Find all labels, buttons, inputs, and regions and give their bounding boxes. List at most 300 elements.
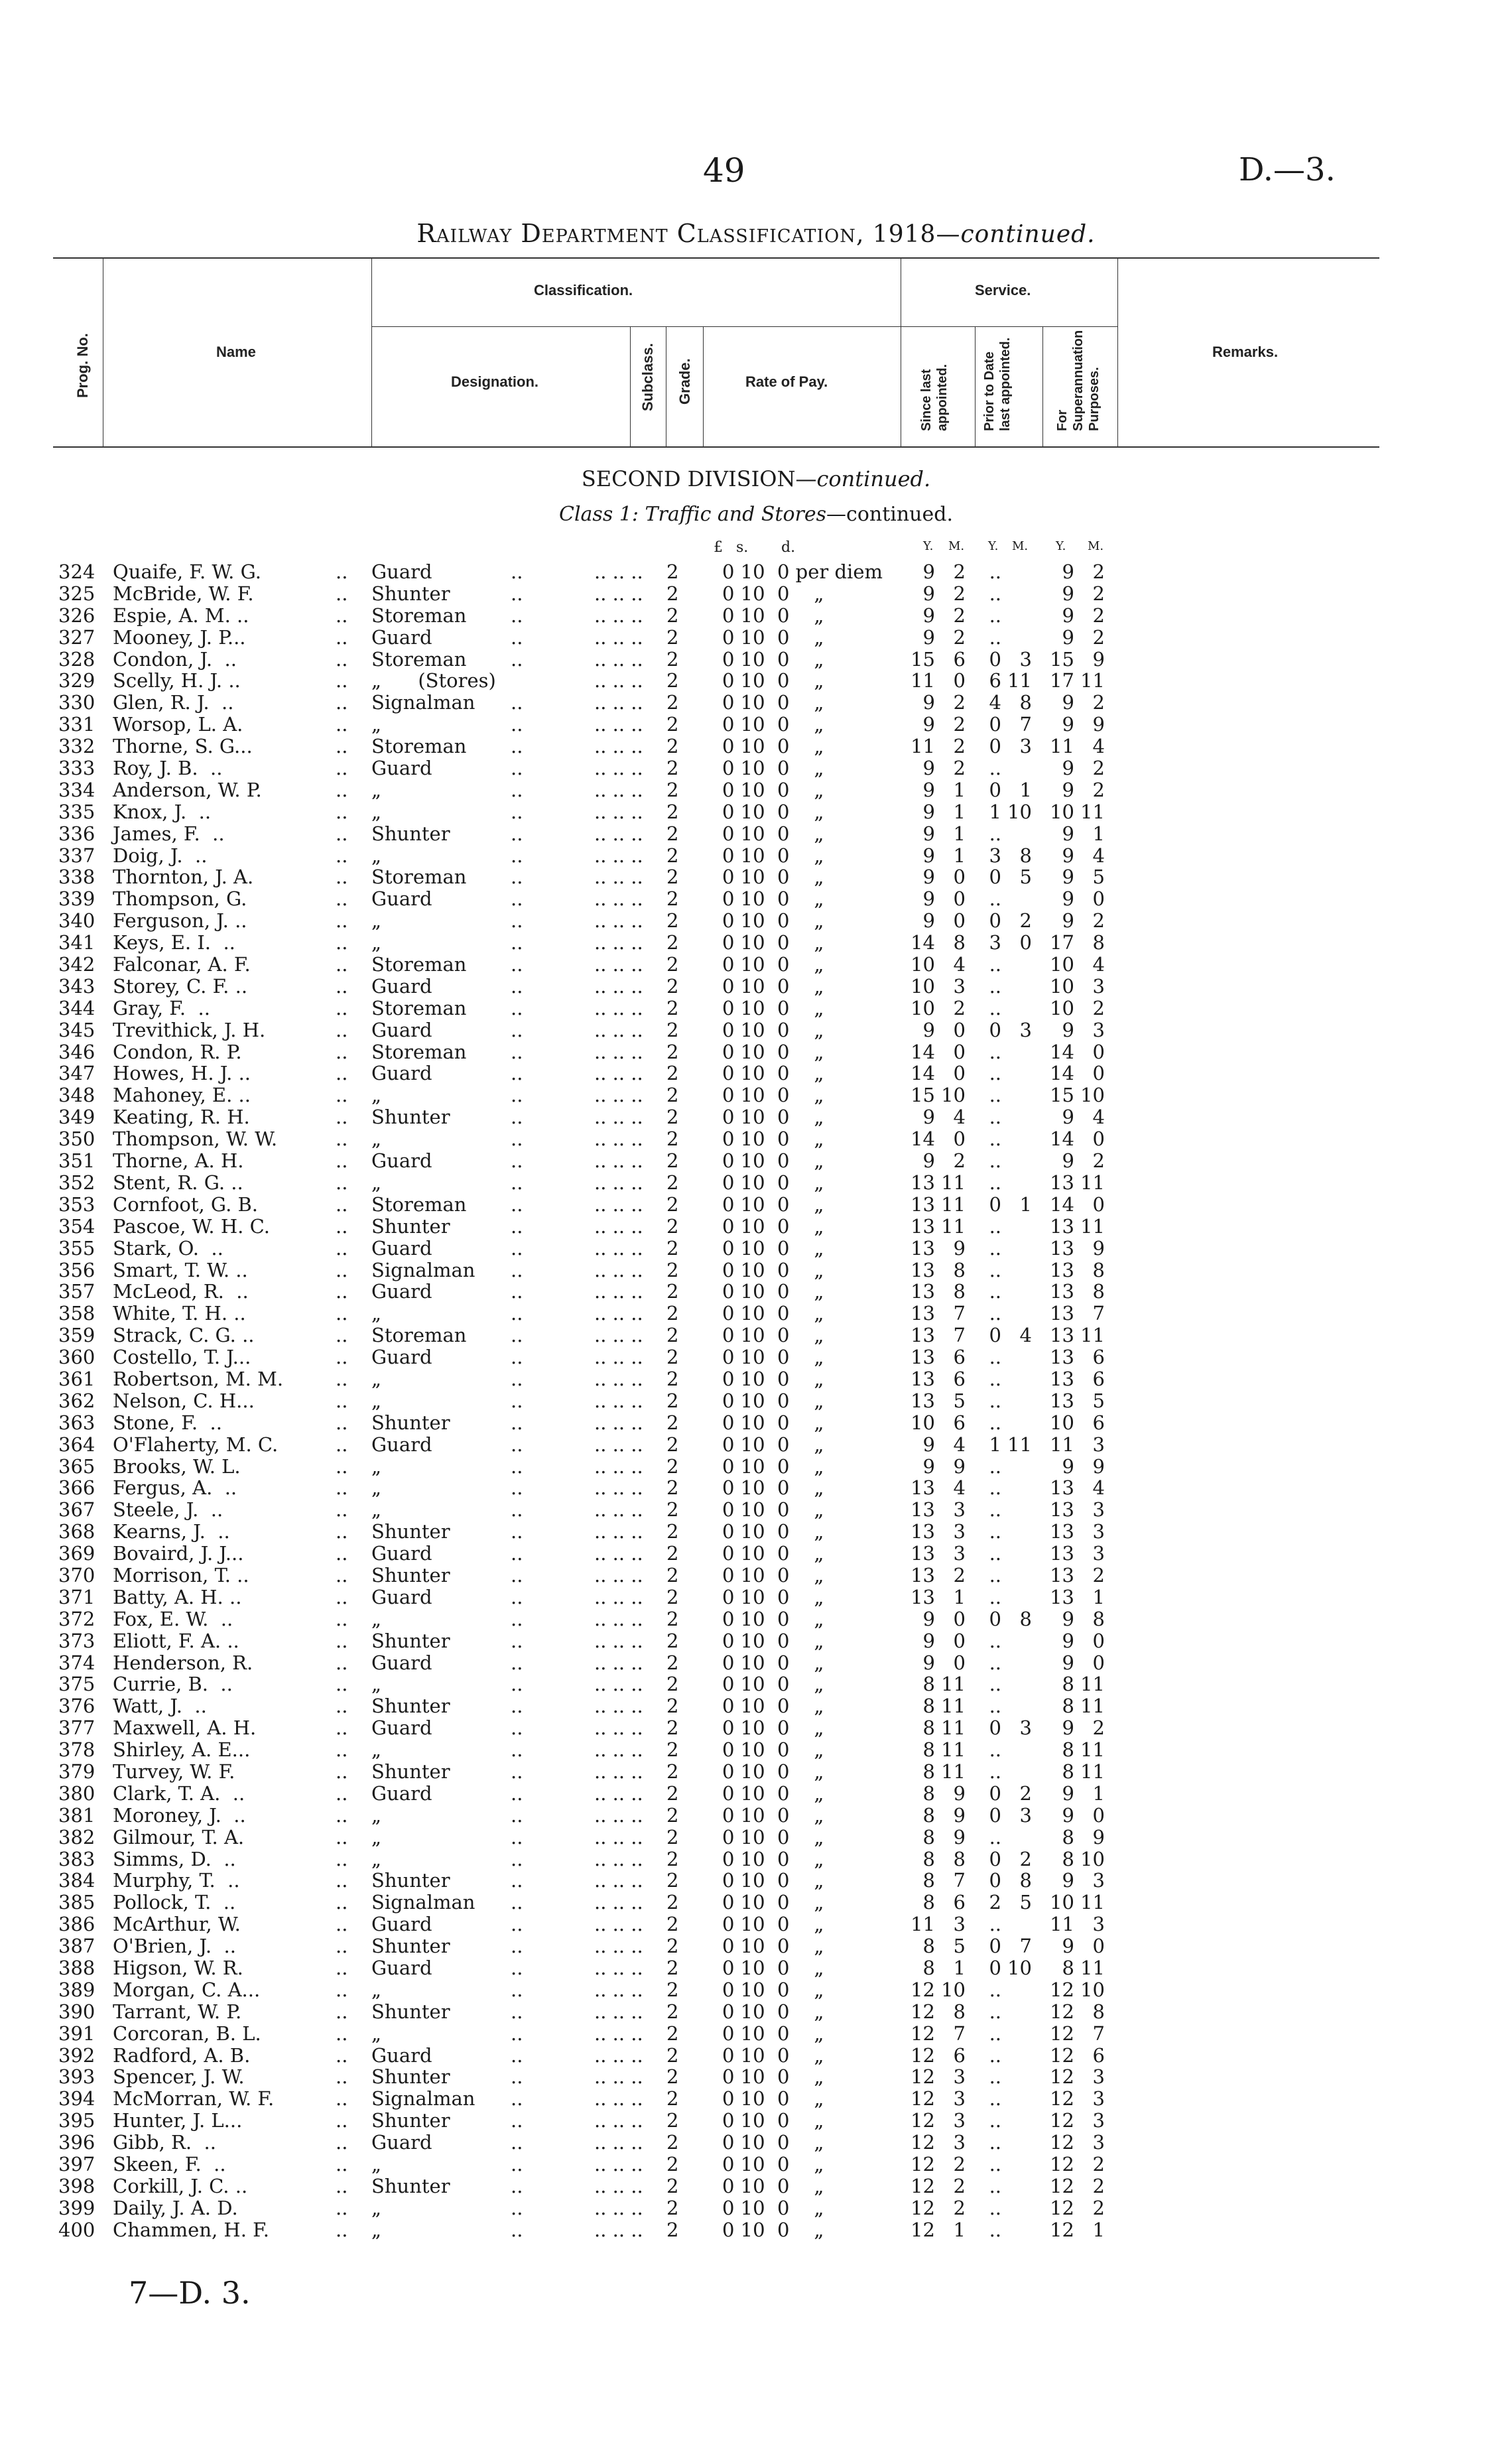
table-row [0,1957,1512,1979]
super-months-cell: 8 [1092,931,1105,954]
super-months-cell: 8 [1092,1607,1105,1630]
designation-cell: „ [371,2196,382,2219]
super-months-cell: 0 [1092,1935,1105,1958]
designation-cell: Shunter [371,1563,450,1586]
since-years-cell: 9 [922,625,935,649]
prog-no-cell: 384 [58,1869,95,1892]
prog-no-cell: 343 [58,974,95,998]
designation-cell: Guard [371,974,432,998]
prior-years-cell: .. [989,1498,1001,1521]
leader-dots: .. .. .. [594,1258,643,1281]
prog-no-cell: 358 [58,1302,95,1325]
leader-dots: .. .. .. [594,953,643,976]
prog-no-cell: 394 [58,2087,95,2110]
subclass-cell: 2 [666,1062,679,1085]
super-years-cell: 9 [1062,1607,1074,1630]
leader-dots: .. [511,1629,523,1652]
super-months-cell: 5 [1092,866,1105,889]
name-cell: Watt, J. .. [113,1695,207,1718]
leader-dots: .. .. .. [594,604,643,627]
since-months-cell: 4 [953,1433,966,1456]
rate-of-pay-cell: 0 10 0 „ [722,1695,824,1718]
designation-cell: Shunter [371,822,450,845]
name-cell: Keating, R. H. [113,1106,250,1129]
leader-dots: .. [511,1280,523,1303]
since-years-cell: 8 [922,1825,935,1848]
super-months-cell: 4 [1092,1476,1105,1500]
since-months-cell: 2 [953,1563,966,1586]
leader-dots: .. .. .. [594,757,643,780]
since-years-cell: 9 [922,604,935,627]
prior-years-cell: .. [989,1128,1001,1151]
leader-dots: .. [511,887,523,911]
rate-of-pay-cell: 0 10 0 „ [722,1149,824,1173]
rate-of-pay-cell: 0 10 0 „ [722,1629,824,1652]
prior-years-cell: .. [989,1084,1001,1107]
leader-dots: .. [511,953,523,976]
super-years-cell: 9 [1062,1716,1074,1740]
prior-years-cell: .. [989,1913,1001,1936]
designation-cell: „ [371,1978,382,2001]
leader-dots: .. .. .. [594,996,643,1019]
since-months-cell: 9 [953,1825,966,1848]
leader-dots: .. [336,1128,348,1151]
subclass-cell: 2 [666,1651,679,1674]
super-years-cell: 10 [1050,974,1074,998]
rate-of-pay-cell: 0 10 0 „ [722,2153,824,2176]
prog-no-cell: 341 [58,931,95,954]
rate-of-pay-cell: 0 10 0 „ [722,2000,824,2023]
prior-years-cell: .. [989,2196,1001,2219]
super-months-cell: 4 [1092,844,1105,867]
leader-dots: .. [511,1520,523,1543]
name-cell: McMorran, W. F. [113,2087,275,2110]
leader-dots: .. [336,1171,348,1194]
since-years-cell: 9 [922,887,935,911]
super-months-cell: 5 [1092,1389,1105,1412]
since-years-cell: 9 [922,1455,935,1478]
leader-dots: .. .. .. [594,887,643,911]
prior-years-cell: 0 [989,647,1001,671]
prog-no-cell: 379 [58,1760,95,1783]
name-cell: Scelly, H. J. .. [113,669,241,692]
leader-dots: .. [511,2000,523,2023]
subclass-cell: 2 [666,887,679,911]
leader-dots: .. .. .. [594,1018,643,1041]
since-years-cell: 8 [922,1803,935,1827]
prog-no-cell: 346 [58,1040,95,1063]
leader-dots: .. [511,1367,523,1390]
super-months-cell: 3 [1092,2131,1105,2154]
subclass-cell: 2 [666,1128,679,1151]
header-prior-to: Prior to Date last appointed. [982,337,1013,431]
since-months-cell: 3 [953,2109,966,2132]
leader-dots: .. [511,1607,523,1630]
prog-no-cell: 325 [58,582,95,605]
super-years-cell: 9 [1062,822,1074,845]
rate-of-pay-cell: 0 10 0 „ [722,1847,824,1870]
since-months-cell: 0 [953,1128,966,1151]
super-years-cell: 9 [1062,909,1074,933]
prog-no-cell: 334 [58,778,95,801]
leader-dots: .. .. .. [594,1891,643,1914]
leader-dots: .. [511,1106,523,1129]
leader-dots: .. .. .. [594,2087,643,2110]
since-months-cell: 11 [941,1193,966,1216]
super-months-cell: 9 [1092,1236,1105,1260]
subclass-cell: 2 [666,2131,679,2154]
leader-dots: .. .. .. [594,1978,643,2001]
prior-years-cell: .. [989,1346,1001,1369]
prog-no-cell: 356 [58,1258,95,1281]
since-months-cell: 3 [953,1520,966,1543]
rate-of-pay-cell: 0 10 0 „ [722,800,824,823]
leader-dots: .. .. .. [594,713,643,736]
super-years-cell: 10 [1050,996,1074,1019]
prior-months-cell: 0 [1019,931,1032,954]
prior-years-cell: .. [989,887,1001,911]
header-grade: Grade. [676,358,693,405]
leader-dots: .. [336,1346,348,1369]
leader-dots: .. .. .. [594,625,643,649]
leader-dots: .. .. .. [594,1324,643,1347]
prior-months-cell: 11 [1007,669,1032,692]
leader-dots: .. [511,2196,523,2219]
since-months-cell: 4 [953,1106,966,1129]
leader-dots: .. [511,778,523,801]
rate-of-pay-cell: 0 10 0 „ [722,647,824,671]
since-years-cell: 13 [911,1324,935,1347]
leader-dots: .. [336,735,348,758]
prog-no-cell: 395 [58,2109,95,2132]
leader-dots: .. [336,2065,348,2089]
leader-dots: .. [336,1193,348,1216]
super-months-cell: 3 [1092,1433,1105,1456]
since-months-cell: 1 [953,800,966,823]
prior-years-cell: .. [989,1978,1001,2001]
since-months-cell: 11 [941,1171,966,1194]
rate-of-pay-cell: 0 10 0 „ [722,1280,824,1303]
since-years-cell: 13 [911,1171,935,1194]
super-months-cell: 2 [1092,778,1105,801]
table-row [0,714,1512,736]
super-months-cell: 2 [1092,2153,1105,2176]
name-cell: Trevithick, J. H. [113,1018,266,1041]
since-years-cell: 9 [922,1651,935,1674]
super-years-cell: 9 [1062,1149,1074,1173]
super-years-cell: 14 [1050,1128,1074,1151]
designation-cell: Storeman [371,1040,467,1063]
since-years-cell: 9 [922,713,935,736]
prog-no-cell: 347 [58,1062,95,1085]
leader-dots: .. [336,1324,348,1347]
leader-dots: .. [511,1411,523,1434]
since-months-cell: 4 [953,1476,966,1500]
name-cell: Worsop, L. A. [113,713,243,736]
leader-dots: .. [336,1913,348,1936]
leader-dots: .. .. .. [594,1084,643,1107]
leader-dots: .. [336,2087,348,2110]
col-divider [630,326,631,447]
since-years-cell: 13 [911,1563,935,1586]
leader-dots: .. .. .. [594,669,643,692]
since-months-cell: 7 [953,1869,966,1892]
since-years-cell: 14 [911,1128,935,1151]
leader-dots: .. [511,2022,523,2045]
subclass-cell: 2 [666,1171,679,1194]
since-years-cell: 9 [922,822,935,845]
since-years-cell: 9 [922,1433,935,1456]
leader-dots: .. [511,1149,523,1173]
prog-no-cell: 360 [58,1346,95,1369]
super-months-cell: 2 [1092,909,1105,933]
prog-no-cell: 368 [58,1520,95,1543]
super-months-cell: 10 [1080,1084,1105,1107]
rate-of-pay-cell: 0 10 0 „ [722,1738,824,1762]
name-cell: Simms, D. .. [113,1847,236,1870]
prior-years-cell: .. [989,1542,1001,1565]
subclass-cell: 2 [666,1607,679,1630]
super-years-cell: 9 [1062,560,1074,583]
designation-cell: Storeman [371,647,467,671]
leader-dots: .. [336,1760,348,1783]
prog-no-cell: 375 [58,1673,95,1696]
unit-since-m: M. [948,539,965,553]
leader-dots: .. .. .. [594,1738,643,1762]
since-months-cell: 8 [953,2000,966,2023]
table-row [0,1805,1512,1827]
prog-no-cell: 392 [58,2043,95,2067]
since-years-cell: 13 [911,1346,935,1369]
super-months-cell: 3 [1092,2065,1105,2089]
leader-dots: .. [511,1455,523,1478]
name-cell: Glen, R. J. .. [113,691,234,714]
leader-dots: .. [336,1738,348,1762]
subclass-cell: 2 [666,2174,679,2197]
rate-of-pay-cell: 0 10 0 „ [722,1193,824,1216]
table-row [0,801,1512,823]
rate-of-pay-cell: 0 10 0 „ [722,844,824,867]
leader-dots: .. .. .. [594,1847,643,1870]
designation-cell: Shunter [371,2109,450,2132]
prog-no-cell: 335 [58,800,95,823]
table-row [0,1827,1512,1848]
leader-dots: .. [511,1847,523,1870]
rate-of-pay-cell: 0 10 0 „ [722,1367,824,1390]
leader-dots: .. .. .. [594,1673,643,1696]
prior-years-cell: .. [989,1476,1001,1500]
table-row [0,2197,1512,2219]
leader-dots: .. [336,1869,348,1892]
prog-no-cell: 378 [58,1738,95,1762]
designation-cell: Shunter [371,1106,450,1129]
leader-dots: .. [336,757,348,780]
super-months-cell: 9 [1092,1455,1105,1478]
prog-no-cell: 377 [58,1716,95,1740]
subclass-cell: 2 [666,909,679,933]
table-row [0,1892,1512,1913]
leader-dots: .. .. .. [594,2022,643,2045]
prior-years-cell: 6 [989,669,1001,692]
leader-dots: .. [336,1062,348,1085]
name-cell: Doig, J. .. [113,844,208,867]
subclass-cell: 2 [666,1498,679,1521]
designation-cell: Shunter [371,1214,450,1238]
table-row [0,932,1512,954]
subclass-cell: 2 [666,1563,679,1586]
since-months-cell: 10 [941,1084,966,1107]
super-years-cell: 8 [1062,1760,1074,1783]
prior-months-cell: 3 [1019,1716,1032,1740]
since-years-cell: 13 [911,1236,935,1260]
name-cell: Corcoran, B. L. [113,2022,261,2045]
name-cell: Cornfoot, G. B. [113,1193,259,1216]
super-months-cell: 8 [1092,2000,1105,2023]
super-years-cell: 9 [1062,1803,1074,1827]
super-months-cell: 0 [1092,1803,1105,1827]
super-months-cell: 1 [1092,822,1105,845]
prior-months-cell: 2 [1019,1847,1032,1870]
super-years-cell: 12 [1050,2218,1074,2241]
rate-of-pay-cell: 0 10 0 „ [722,1673,824,1696]
since-years-cell: 9 [922,909,935,933]
super-years-cell: 12 [1050,2109,1074,2132]
leader-dots: .. [511,1760,523,1783]
name-cell: O'Brien, J. .. [113,1935,236,1958]
super-years-cell: 9 [1062,866,1074,889]
super-months-cell: 11 [1080,669,1105,692]
leader-dots: .. [336,1651,348,1674]
leader-dots: .. [511,1716,523,1740]
since-years-cell: 14 [911,1062,935,1085]
table-row [0,1063,1512,1084]
super-months-cell: 11 [1080,1760,1105,1783]
subclass-cell: 2 [666,996,679,1019]
subclass-cell: 2 [666,1585,679,1608]
table-row [0,561,1512,583]
designation-cell: „ [371,1803,382,1827]
super-years-cell: 17 [1050,669,1074,692]
leader-dots: .. [336,2196,348,2219]
leader-dots: .. .. .. [594,778,643,801]
rate-of-pay-cell: 0 10 0 „ [722,1302,824,1325]
since-years-cell: 12 [911,2000,935,2023]
since-years-cell: 9 [922,844,935,867]
since-years-cell: 8 [922,1891,935,1914]
leader-dots: .. [511,974,523,998]
super-years-cell: 8 [1062,1847,1074,1870]
since-years-cell: 9 [922,800,935,823]
designation-cell: Guard [371,1018,432,1041]
name-cell: Thompson, W. W. [113,1128,278,1151]
leader-dots: .. [511,909,523,933]
prior-years-cell: .. [989,1563,1001,1586]
leader-dots: .. [511,996,523,1019]
prog-no-cell: 339 [58,887,95,911]
prior-years-cell: 1 [989,1433,1001,1456]
leader-dots: .. [336,1106,348,1129]
leader-dots: .. .. .. [594,2065,643,2089]
rate-of-pay-cell: 0 10 0 „ [722,1563,824,1586]
leader-dots: .. [336,625,348,649]
prior-years-cell: .. [989,1760,1001,1783]
since-years-cell: 12 [911,2218,935,2241]
designation-cell: „ [371,1128,382,1151]
since-months-cell: 2 [953,2196,966,2219]
super-years-cell: 17 [1050,931,1074,954]
rate-of-pay-cell: 0 10 0 „ [722,887,824,911]
leader-dots: .. [336,1149,348,1173]
subclass-cell: 2 [666,931,679,954]
leader-dots: .. [336,1302,348,1325]
subclass-cell: 2 [666,1389,679,1412]
since-years-cell: 11 [911,735,935,758]
leader-dots: .. [336,1673,348,1696]
since-years-cell: 9 [922,1629,935,1652]
since-months-cell: 0 [953,866,966,889]
leader-dots: .. [511,2065,523,2089]
super-months-cell: 0 [1092,1629,1105,1652]
leader-dots: .. [336,1236,348,1260]
since-months-cell: 11 [941,1716,966,1740]
prog-no-cell: 367 [58,1498,95,1521]
prog-no-cell: 366 [58,1476,95,1500]
leader-dots: .. [336,2218,348,2241]
name-cell: Gibb, R. .. [113,2131,216,2154]
table-row [0,888,1512,910]
header-designation: Designation. [451,373,539,390]
prior-months-cell: 5 [1019,1891,1032,1914]
prog-no-cell: 327 [58,625,95,649]
super-years-cell: 12 [1050,2065,1074,2089]
name-cell: Brooks, W. L. [113,1455,241,1478]
super-months-cell: 2 [1092,2196,1105,2219]
subclass-cell: 2 [666,974,679,998]
rate-of-pay-cell: 0 10 0 „ [722,931,824,954]
prior-years-cell: .. [989,560,1001,583]
since-months-cell: 3 [953,1913,966,1936]
prior-months-cell: 8 [1019,1869,1032,1892]
rate-of-pay-cell: 0 10 0 „ [722,625,824,649]
since-months-cell: 0 [953,1607,966,1630]
table-row [0,2045,1512,2067]
name-cell: Anderson, W. P. [113,778,262,801]
super-years-cell: 9 [1062,1455,1074,1478]
designation-cell: Shunter [371,1629,450,1652]
prior-months-cell: 10 [1007,800,1032,823]
subclass-cell: 2 [666,669,679,692]
prior-years-cell: .. [989,604,1001,627]
since-months-cell: 8 [953,1847,966,1870]
subclass-cell: 2 [666,953,679,976]
table-row [0,1238,1512,1260]
rate-of-pay-cell: 0 10 0 „ [722,1128,824,1151]
leader-dots: .. [511,1498,523,1521]
super-years-cell: 14 [1050,1040,1074,1063]
rate-of-pay-cell: 0 10 0 „ [722,1913,824,1936]
rate-of-pay-cell: 0 10 0 „ [722,1389,824,1412]
subclass-cell: 2 [666,1629,679,1652]
prior-years-cell: .. [989,1629,1001,1652]
since-months-cell: 4 [953,953,966,976]
leader-dots: .. .. .. [594,1455,643,1478]
designation-cell: „ [371,2218,382,2241]
super-years-cell: 9 [1062,625,1074,649]
unit-since-y: Y. [923,539,934,553]
table-row [0,2110,1512,2132]
super-months-cell: 6 [1092,2043,1105,2067]
prog-no-cell: 373 [58,1629,95,1652]
